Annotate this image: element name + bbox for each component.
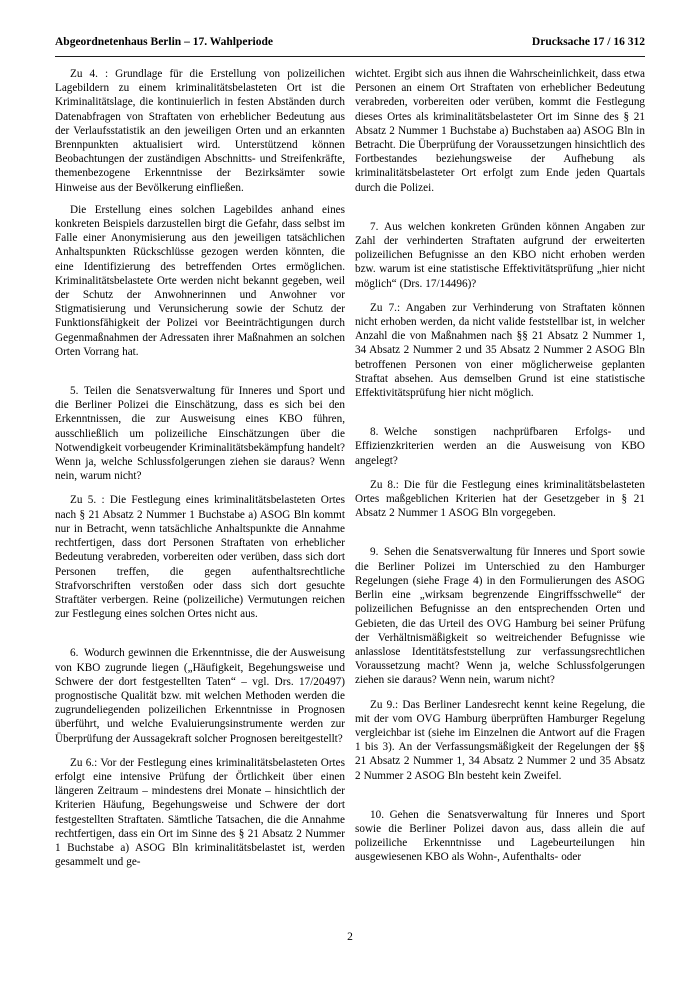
header-divider-rule	[55, 56, 645, 57]
page-footer	[0, 930, 700, 944]
question-7: 7. Aus welchen konkreten Gründen können Angaben zur Zahl der verhinderten Straftaten aufgrund der erweiterten polizeilichen Befugnisse an den KBO nicht erhoben werden bzw. warum ist eine statistische Effektivitätsprüfung „hier nicht möglich“ (Drs. 17/14496)?	[355, 220, 645, 290]
question-9: 9. Sehen die Senatsverwaltung für Inneres und Sport sowie die Berliner Polizei im Unterschied zu den Hamburger Regelungen (siehe Frage 4) in den Formulierungen des ASOG Berlin eine „wirksam begrenzende Eingriffsschwelle“ der polizeilichen Befugnisse an den entsprechenden Orten und Gebieten, die das Urteil des OVG Hamburg bei seiner Prüfung der Verhältnismäßigkeit so weitreichender Befugnisse wie anlasslose Identitätsfeststellung zur verfassungsrechtlichen Voraussetzung macht? Wenn ja, welche Schlussfolgerungen ziehen sie daraus? Wenn nein, warum nicht?	[355, 546, 645, 687]
answer-zu-9: Zu 9.: Das Berliner Landesrecht kennt keine Regelung, die mit der vom OVG Hamburg überprüften Hamburger Regelung vergleichbar ist (siehe im Einzelnen die Antwort auf die Fragen 1 bis 3). An der Verfassungsmäßigkeit der Regelungen der §§ 21 Absatz 2 Nummer 1, 34 Absatz 2 Nummer 2 und 35 Absatz 2 Nummer 2 ASOG Bln besteht kein Zweifel.	[355, 698, 645, 782]
answer-zu-8: Zu 8.: Die für die Festlegung eines kriminalitätsbelasteten Ortes maßgeblichen Kriterien hat der Gesetzgeber in § 21 Absatz 2 Nummer 1 ASOG Bln vorgegeben.	[355, 478, 645, 520]
question-8: 8. Welche sonstigen nachprüfbaren Erfolgs- und Effizienzkriterien werden an die Ausweisung von KBO angelegt?	[355, 426, 645, 467]
document-header	[55, 36, 645, 49]
document-body	[55, 67, 645, 869]
header-left-title: Abgeordnetenhaus Berlin – 17. Wahlperiode	[55, 36, 273, 48]
answer-zu-4-continued: Die Erstellung eines solchen Lagebildes anhand eines konkreten Beispiels darzustellen birgt die Gefahr, dass selbst im Falle einer Anonymisierung aus den jeweiligen tatsächlichen Anhaltspunkten Rückschlüsse gezogen werden könnten, die eine Identifizierung des betreffenden Ortes ermöglichen. Kriminalitätsbelastete Orte werden nicht bekannt gegeben, weil der Schutz der Anwohnerinnen und Anwohner vor Stigmatisierung und Verunsicherung sowie der Schutz der Funktionsfähigkeit der Polizei vor Beeinträchtigungen durch Gegenmaßnahmen der Adressaten ihrer Maßnahmen an solchen Orten Vorrang hat.	[55, 203, 345, 358]
answer-zu-6-continuation: wichtet. Ergibt sich aus ihnen die Wahrscheinlichkeit, dass etwa Personen an einem Ort Straftaten von erheblicher Bedeutung verabreden, vorbereiten oder verüben, kommt die Festlegung dieses Ortes als kriminalitätsbelasteter Ort im Sinne des § 21 Absatz 2 Nummer 1 Buchstabe a) Buchstaben aa) ASOG Bln in Betracht. Die Überprüfung der Voraussetzungen hinsichtlich des Fortbestandes beziehungsweise der Aufhebung als kriminalitätsbelasteter Ort erfolgt zum Ende jeden Quartals durch die Polizei.	[355, 68, 645, 194]
page-number: 2	[347, 931, 353, 943]
right-column	[355, 67, 645, 869]
question-5: 5. Teilen die Senatsverwaltung für Inneres und Sport und die Berliner Polizei die Einschätzung, dass es sich bei den Erkenntnissen, die zur Ausweisung eines KBO führen, ausschließlich um polizeiliche Einschätzungen über die Notwendigkeit vorbeugender Kriminalitätsbekämpfung handelt? Wenn ja, welche Schlussfolgerungen ziehen sie daraus? Wenn nein, warum nicht?	[55, 385, 345, 483]
answer-zu-7: Zu 7.: Angaben zur Verhinderung von Straftaten können nicht erhoben werden, da nicht valide feststellbar ist, in welcher Anzahl die von Maßnahmen nach §§ 21 Absatz 2 Nummer 1, 34 Absatz 2 Nummer 2 und 35 Absatz 2 Nummer 2 ASOG Bln betroffenen Personen von einer möglicherweise geplanten Straftat absehen. Aus demselben Grund ist eine statistische Effektivitätsprüfung hier nicht möglich.	[355, 301, 645, 400]
left-column	[55, 67, 345, 869]
answer-zu-5: Zu 5. : Die Festlegung eines kriminalitätsbelasteten Ortes nach § 21 Absatz 2 Nummer 1 Buchstabe a) ASOG Bln kommt nur in Betracht, wenn tatsächliche Anhaltspunkte die Annahme rechtfertigen, dass dort Personen Straftaten von erheblicher Bedeutung verabreden, vorbereiten oder verüben, dass sich dort Personen treffen, die gegen aufenthaltsrechtliche Strafvorschriften verstoßen oder dass sich dort gesuchte Straftäter verbergen. Reine (polizeiliche) Vermutungen reichen zur Festlegung eines solchen Ortes nicht aus.	[55, 494, 345, 621]
answer-zu-4: Zu 4. : Grundlage für die Erstellung von polizeilichen Lagebildern zu einem kriminalitätsbelasteten Ort ist die Kriminalitätslage, die kontinuierlich in festen Abständen durch Datenabfragen von Straftaten von erheblicher Bedeutung aus der Verlaufsstatistik an den jeweiligen Orten und an erkannten Brennpunkten aktualisiert wird. Unterstützend können Beobachtungen der zuständigen Abschnitts- und Streifenkräfte, themenbezogene Erkenntnisse der Bezirksämter sowie Hinweise aus der Bevölkerung einfließen.	[55, 68, 345, 194]
answer-zu-6: Zu 6.: Vor der Festlegung eines kriminalitätsbelasteten Ortes erfolgt eine intensive Prüfung der Örtlichkeit über einen längeren Zeitraum – mindestens drei Monate – hinsichtlich der Kriterien Häufung, Begehungsweise und Schwere der dort festgestellten Straftaten. Sämtliche Tatsachen, die die Annahme rechtfertigen, dass ein Ort im Sinne des § 21 Absatz 2 Nummer 1 Buchstabe a) ASOG Bln kriminalitätsbelastet ist, werden gesammelt und ge-	[55, 756, 345, 869]
header-right-title: Drucksache 17 / 16 312	[531, 36, 645, 48]
question-6: 6. Wodurch gewinnen die Erkenntnisse, die der Ausweisung von KBO zugrunde liegen („Häufigkeit, Begehungsweise und Schwere der dort festgestellten Taten“ – vgl. Drs. 17/20497) prognostische Qualität bzw. mit welchen Methoden werden die zugrundeliegenden polizeilichen Erkenntnisse in Prognosen überführt, und welche Evaluierungsinstrumente werden zur Überprüfung der Aussagekraft solcher Prognosen bereitgestellt?	[55, 647, 345, 745]
question-10: 10. Gehen die Senatsverwaltung für Inneres und Sport sowie die Berliner Polizei davon aus, dass allein die auf polizeiliche Erkenntnisse und Lagebeurteilungen hin ausgewiesenen KBO als Wohn-, Aufenthalts- oder	[355, 808, 645, 864]
